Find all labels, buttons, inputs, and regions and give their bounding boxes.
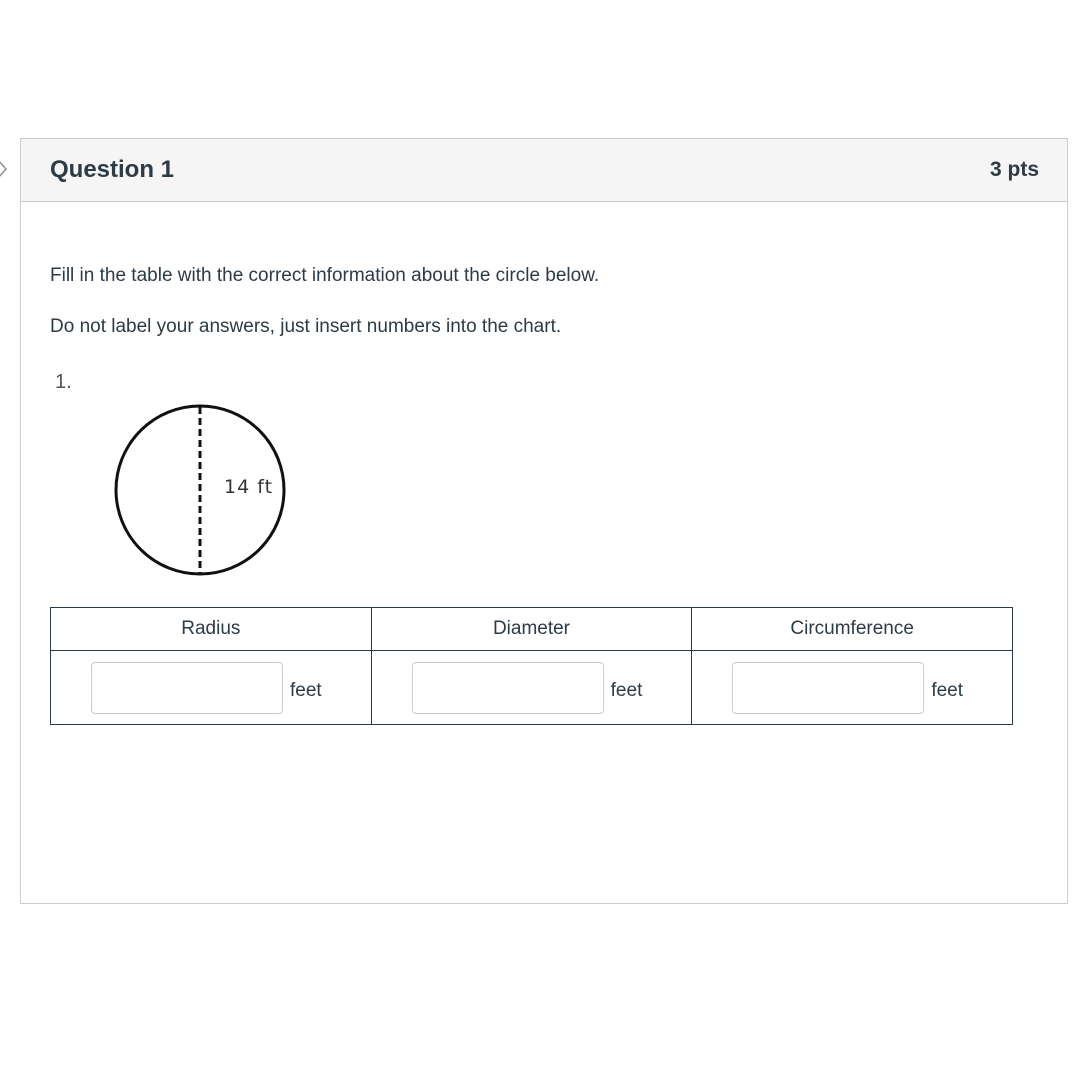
circle-figure xyxy=(111,401,289,579)
column-header-circumference: Circumference xyxy=(692,608,1013,651)
answer-table xyxy=(50,607,1013,725)
radius-cell xyxy=(51,651,372,725)
question-header xyxy=(21,139,1067,202)
unit-label: feet xyxy=(290,679,322,701)
table-header-row xyxy=(51,608,1013,651)
diameter-cell xyxy=(371,651,692,725)
unit-label: feet xyxy=(610,679,643,701)
chevron-right-icon[interactable] xyxy=(0,158,10,180)
diameter-input[interactable] xyxy=(412,662,604,714)
unit-label: feet xyxy=(931,679,964,701)
question-title: Question 1 xyxy=(50,156,175,183)
column-header-radius: Radius xyxy=(51,608,372,651)
column-header-diameter: Diameter xyxy=(371,608,692,651)
circumference-cell xyxy=(692,651,1013,725)
question-points: 3 pts xyxy=(989,158,1039,181)
radius-input[interactable] xyxy=(91,662,283,714)
table-row xyxy=(51,651,1013,725)
instruction-text: Fill in the table with the correct information about the circle below. xyxy=(50,265,600,286)
question-card xyxy=(20,138,1068,904)
item-number: 1. xyxy=(55,371,72,393)
diameter-label: 14 ft xyxy=(224,476,274,498)
instruction-text: Do not label your answers, just insert numbers into the chart. xyxy=(50,316,562,337)
circumference-input[interactable] xyxy=(732,662,924,714)
